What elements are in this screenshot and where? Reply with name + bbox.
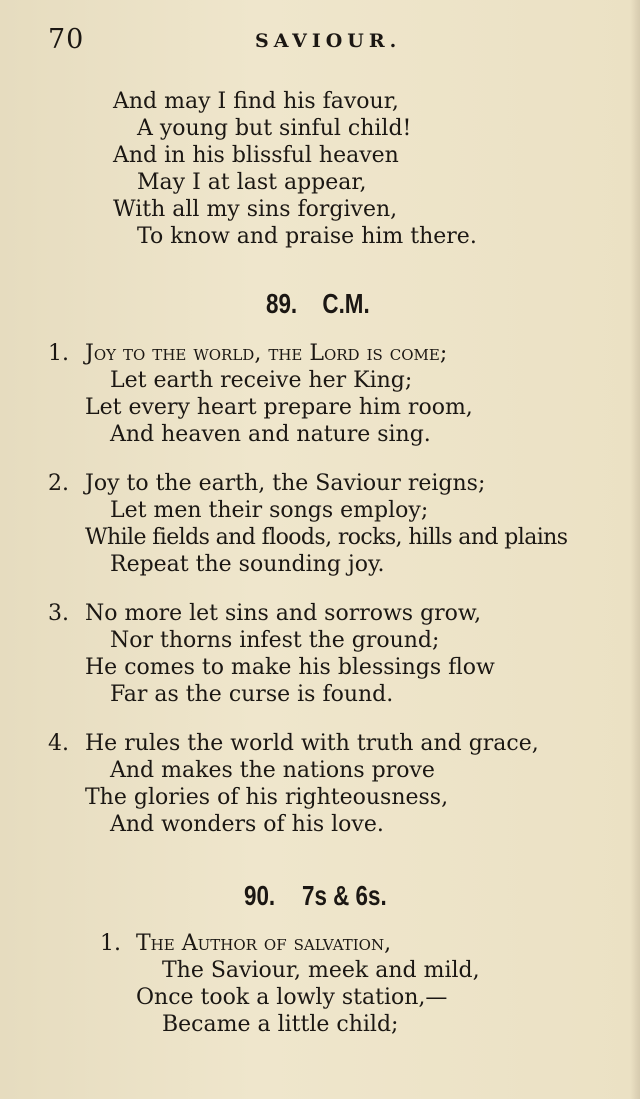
hymn-number: 90. (244, 880, 276, 911)
verse-number: 1. (100, 931, 121, 956)
hymn-meter: C.M. (322, 288, 370, 319)
verse-line: May I at last appear, (137, 170, 367, 195)
verse-line: And wonders of his love. (110, 812, 384, 837)
verse-line: And heaven and nature sing. (110, 422, 431, 447)
hymn-heading (266, 288, 370, 320)
verse-line: Let every heart prepare him room, (85, 395, 473, 420)
verse-line: Once took a lowly station,— (136, 985, 448, 1010)
verse-line: No more let sins and sorrows grow, (85, 601, 482, 626)
verse-line: And may I find his favour, (113, 89, 399, 114)
verse-line: While fields and floods, rocks, hills and plains (85, 525, 568, 550)
verse-line: He comes to make his blessings flow (85, 655, 495, 680)
verse-line: To know and praise him there. (137, 224, 477, 249)
verse-line: Joy to the world, the Lord is come; (85, 341, 448, 366)
verse-line: Let earth receive her King; (110, 368, 413, 393)
verse-line: Became a little child; (162, 1012, 399, 1037)
verse-line: Nor thorns infest the ground; (110, 628, 440, 653)
verse-line: With all my sins forgiven, (113, 197, 398, 222)
verse-line: Joy to the earth, the Saviour reigns; (85, 471, 486, 496)
verse-number: 3. (48, 601, 69, 626)
page-number: 70 (48, 24, 85, 55)
verse-line: The Saviour, meek and mild, (162, 958, 480, 983)
verse-number: 4. (48, 731, 69, 756)
verse-number: 1. (48, 341, 69, 366)
page-edge-shadow (630, 0, 640, 1099)
verse-line: Repeat the sounding joy. (110, 552, 385, 577)
verse-number: 2. (48, 471, 69, 496)
hymn-heading (244, 880, 387, 912)
hymn-meter: 7s & 6s. (302, 880, 387, 911)
verse-line: Let men their songs employ; (110, 498, 429, 523)
verse-line: The glories of his righteousness, (85, 785, 449, 810)
hymn-number: 89. (266, 288, 298, 319)
verse-line: And in his blissful heaven (113, 143, 399, 168)
verse-line: The Author of salvation, (136, 931, 392, 956)
verse-line: He rules the world with truth and grace, (85, 731, 539, 756)
verse-line: And makes the nations prove (110, 758, 435, 783)
verse-line: Far as the curse is found. (110, 682, 394, 707)
running-title: SAVIOUR. (255, 30, 402, 52)
verse-line: A young but sinful child! (137, 116, 412, 141)
